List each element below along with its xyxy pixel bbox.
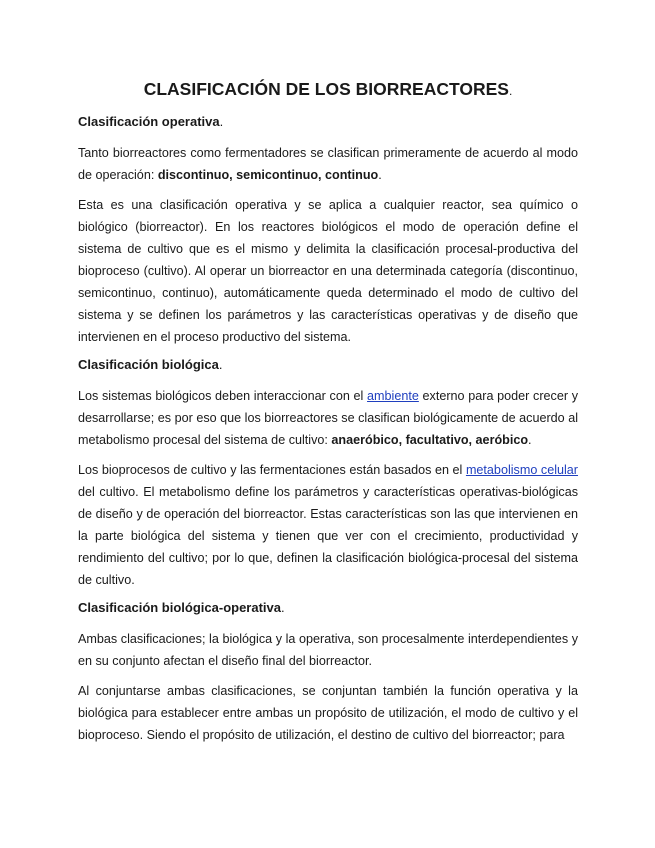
paragraph-clasificacion-operativa: Esta es una clasificación operativa y se aplica a cualquier reactor, sea químico o biológico (biorreactor). En los reactores biológicos el modo de operación define el sistema de cultivo que es el mismo y delimita la clasificación procesal-productiva del bioproceso (cultivo). Al operar un biorreactor en una determinada categoría (discontinuo, semicontinuo, continuo), automáticamente queda determinado el modo de cultivo del sistema y se definen los parámetros y las características operativas y de diseño que intervienen en el proceso productivo del sistema.: [78, 198, 578, 344]
paragraph-bioprocesos-b: del cultivo. El metabolismo define los parámetros y características operativas-biológicas de diseño y de operación del biorreactor. Estas características son las que intervienen en la parte biológica del sistema y tienen que ver con el crecimiento, productividad y rendimiento del cultivo; por lo que, definen la clasificación biológica-procesal del sistema de cultivo.: [78, 485, 578, 587]
paragraph-sistemas-biologicos-a: Los sistemas biológicos deben interaccionar con el: [78, 389, 368, 403]
page-title-dot: .: [508, 84, 513, 98]
paragraph-sistemas-biologicos-end: .: [528, 433, 532, 447]
section-heading-operativa: [78, 113, 578, 131]
paragraph-sistemas-biologicos: [78, 385, 578, 451]
paragraph-modo-operacion-bold: discontinuo, semicontinuo, continuo: [157, 168, 379, 182]
paragraph-sistemas-biologicos-bold: anaeróbico, facultativo, aeróbico: [331, 433, 529, 447]
section-heading-biologica-operativa-text: Clasificación biológica-operativa: [78, 600, 281, 615]
document-page: [78, 76, 578, 754]
section-heading-operativa-text: Clasificación operativa: [78, 114, 220, 129]
page-title-text: CLASIFICACIÓN DE LOS BIORREACTORES: [143, 79, 509, 99]
page-title: [78, 76, 578, 104]
section-heading-biologica-operativa-dot: .: [281, 600, 285, 615]
section-heading-biologica-text: Clasificación biológica: [78, 357, 219, 372]
paragraph-modo-operacion-text: Tanto biorreactores como fermentadores se clasifican primeramente de acuerdo al modo de operación:: [78, 146, 578, 182]
paragraph-bioprocesos-a: Los bioprocesos de cultivo y las fermentaciones están basados en el: [78, 463, 466, 477]
paragraph-bioprocesos: [78, 459, 578, 591]
link-metabolismo-celular[interactable]: metabolismo celular: [465, 463, 579, 477]
paragraph-ambas-clasificaciones: Ambas clasificaciones; la biológica y la operativa, son procesalmente interdependientes y en su conjunto afectan el diseño final del biorreactor.: [78, 632, 578, 668]
section-heading-biologica-dot: .: [218, 357, 223, 372]
paragraph-modo-operacion-end: .: [378, 168, 382, 182]
paragraph-sistemas-biologicos-b: externo para poder crecer y desarrollarse; es por eso que los biorreactores se clasifican biológicamente de acuerdo al metabolismo procesal del sistema de cultivo:: [78, 389, 578, 447]
section-heading-operativa-dot: .: [219, 114, 224, 129]
section-heading-biologica-operativa: [78, 599, 578, 617]
paragraph-modo-operacion: [78, 142, 578, 186]
paragraph-conjuntarse: Al conjuntarse ambas clasificaciones, se conjuntan también la función operativa y la biológica para establecer entre ambas un propósito de utilización, el modo de cultivo y el bioproceso. Siendo el propósito de utilización, el destino de cultivo del biorreactor; para: [78, 684, 578, 742]
link-ambiente[interactable]: ambiente: [367, 389, 419, 403]
section-heading-biologica: [78, 356, 578, 374]
